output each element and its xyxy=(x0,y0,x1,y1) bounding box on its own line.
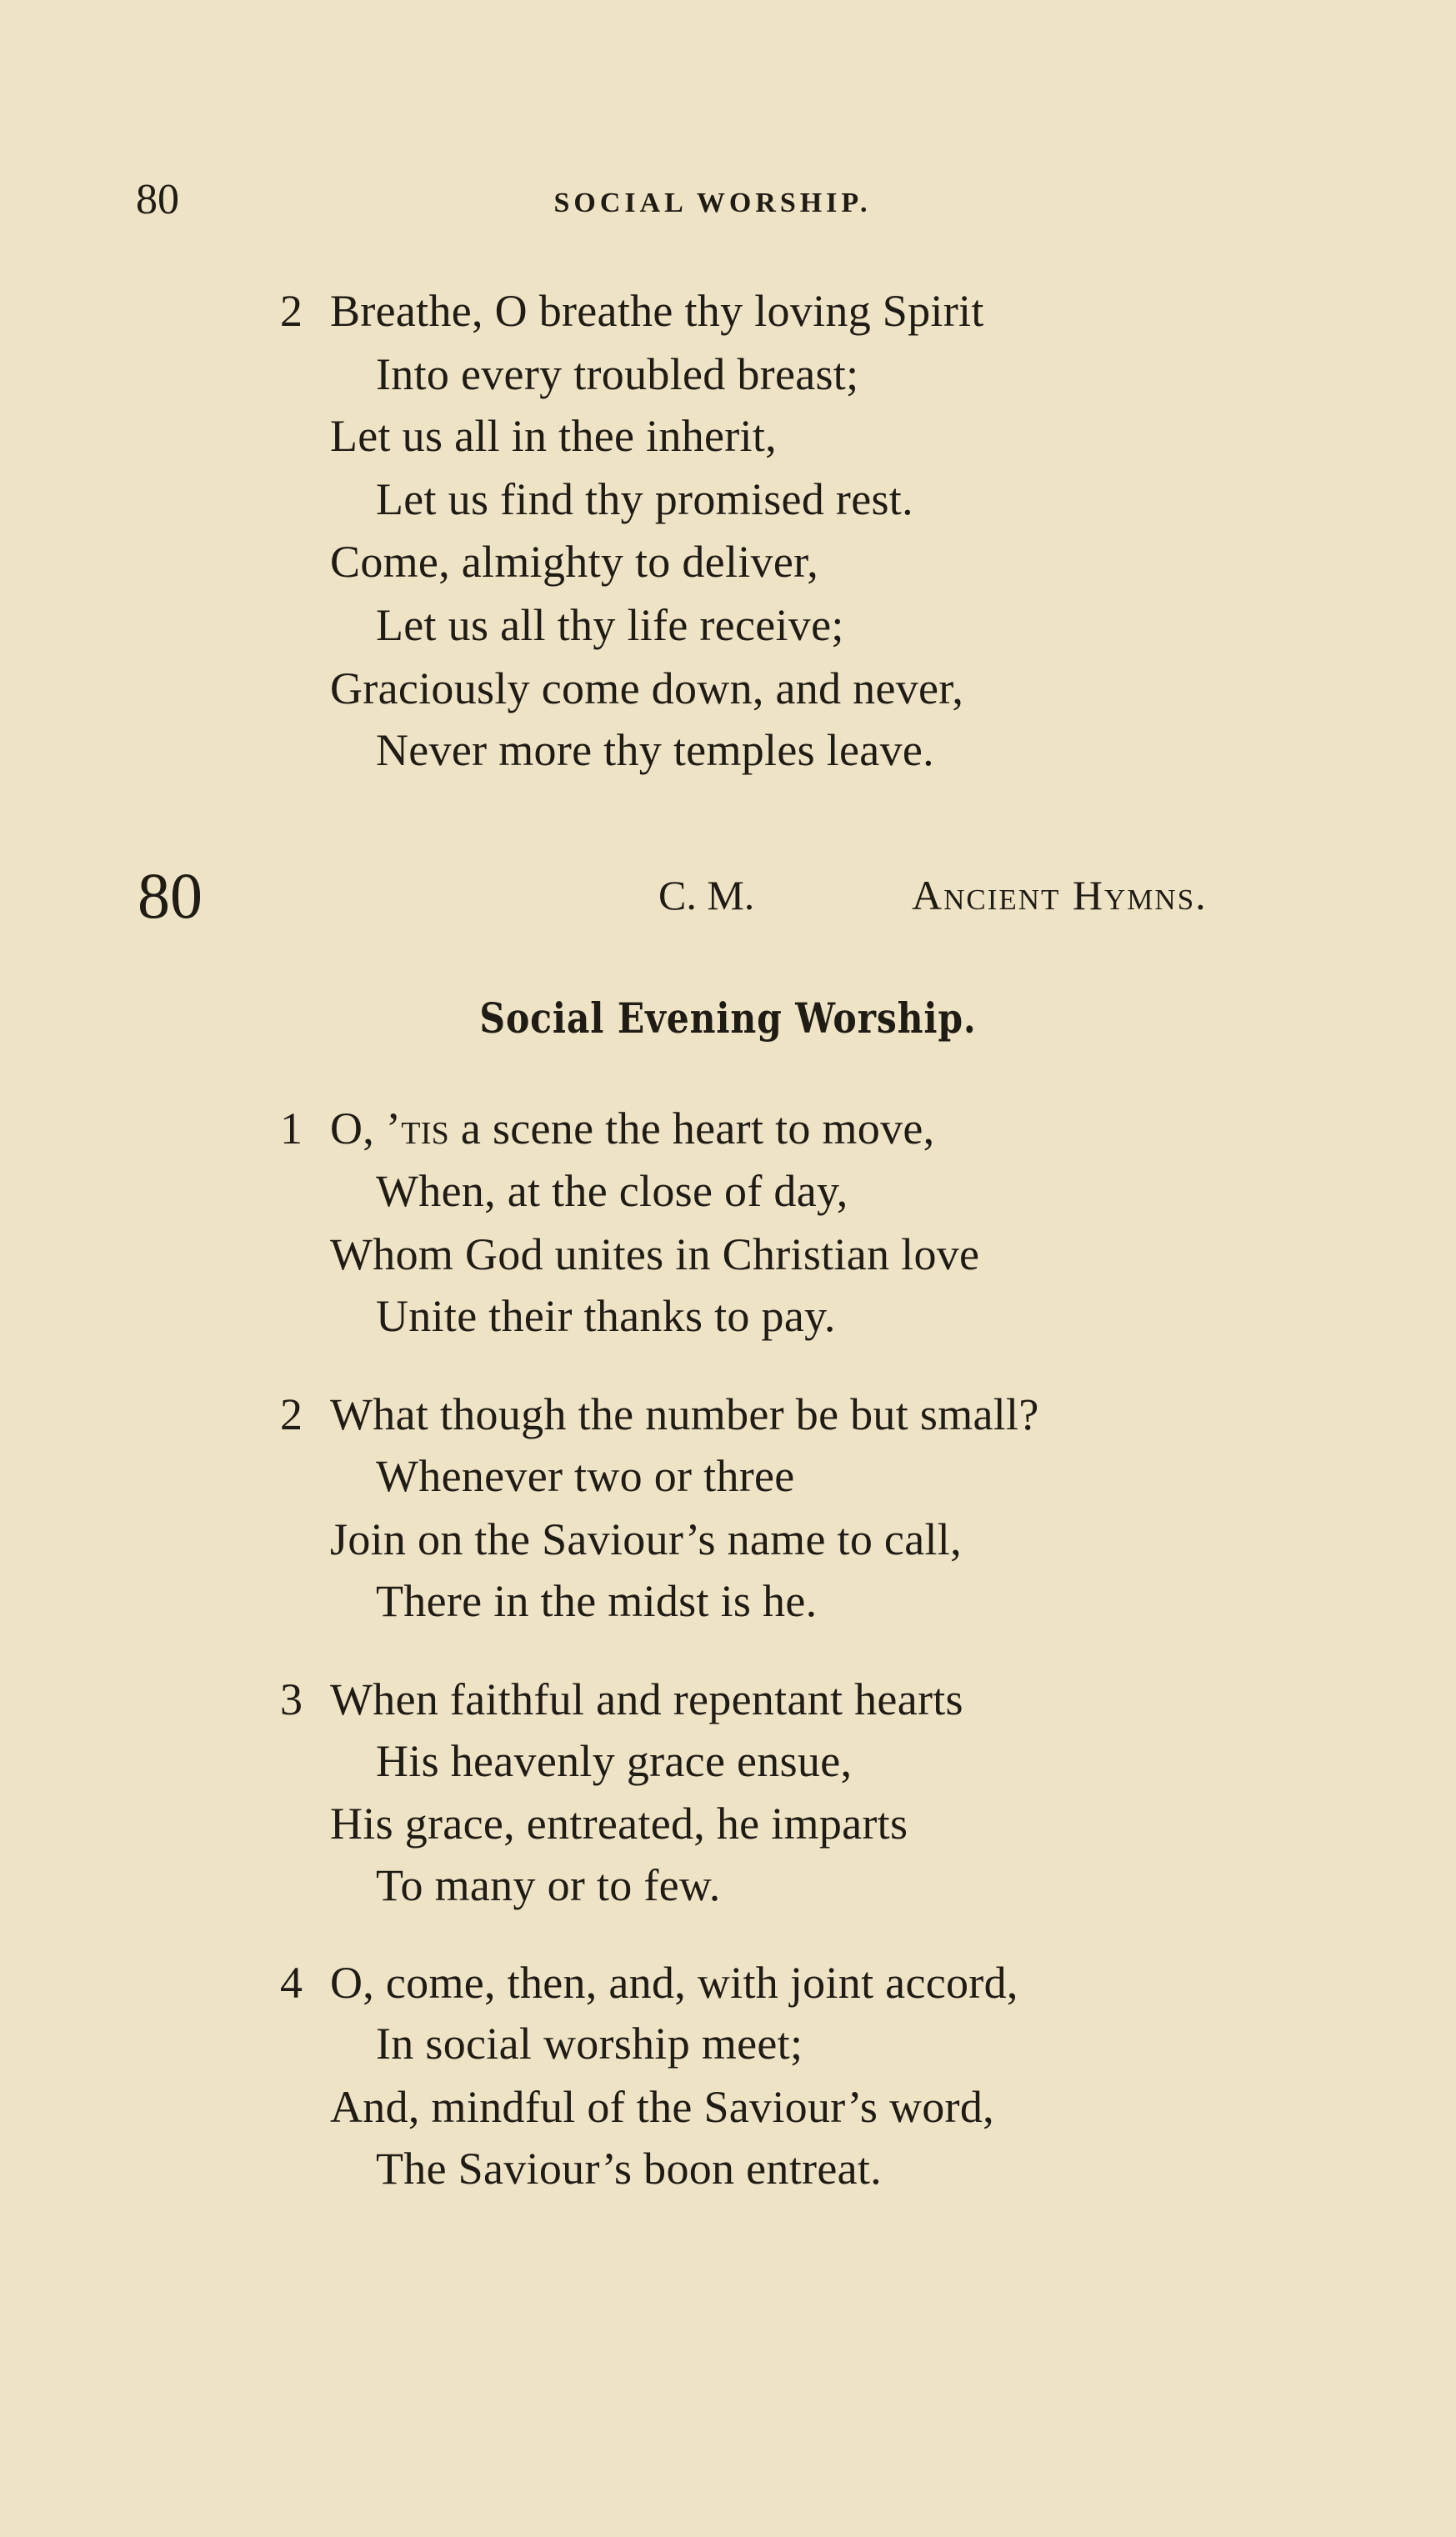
verse-line: Breathe, O breathe thy loving Spirit xyxy=(330,286,984,336)
hymn-title: Social Evening Worship. xyxy=(479,993,977,1043)
first-line-part: a scene the heart to move, xyxy=(449,1103,935,1153)
verse-line: There in the midst is he. xyxy=(376,1576,818,1626)
verse-line-first xyxy=(330,1103,934,1154)
verse-line: When faithful and repentant hearts xyxy=(330,1674,963,1724)
verse-line: O, come, then, and, with joint accord, xyxy=(330,1958,1018,2008)
verse-line: Let us all thy life receive; xyxy=(376,600,844,650)
hymn-number: 80 xyxy=(138,859,203,932)
verse-line: Whom God unites in Christian love xyxy=(330,1229,980,1279)
stanza-number: 4 xyxy=(280,1958,303,2008)
verse-line: Into every troubled breast; xyxy=(376,349,859,399)
verse-line: Graciously come down, and never, xyxy=(330,663,964,713)
stanza-number: 3 xyxy=(280,1674,303,1724)
verse-line: His heavenly grace ensue, xyxy=(376,1736,853,1786)
verse-line: Never more thy temples leave. xyxy=(376,725,934,775)
verse-line: Join on the Saviour’s name to call, xyxy=(330,1514,962,1564)
verse-line: Unite their thanks to pay. xyxy=(376,1291,836,1341)
verse-line: Come, almighty to deliver, xyxy=(330,537,819,587)
verse-line: When, at the close of day, xyxy=(376,1166,848,1216)
verse-line: What though the number be but small? xyxy=(330,1389,1039,1439)
stanza-number: 1 xyxy=(280,1103,303,1153)
verse-line: Whenever two or three xyxy=(376,1451,795,1501)
first-line-part: O, xyxy=(330,1103,386,1153)
page-number: 80 xyxy=(136,176,179,223)
verse-line: Let us find thy promised rest. xyxy=(376,474,913,524)
verse-line: His grace, entreated, he imparts xyxy=(330,1799,908,1849)
running-title: SOCIAL WORSHIP. xyxy=(553,188,872,218)
verse-line: The Saviour’s boon entreat. xyxy=(376,2144,882,2194)
stanza-number: 2 xyxy=(280,1389,303,1439)
hymn-meter: C. M. xyxy=(658,872,755,918)
stanza-number: 2 xyxy=(280,286,303,336)
verse-line: And, mindful of the Saviour’s word, xyxy=(330,2082,994,2132)
verse-line: Let us all in thee inherit, xyxy=(330,411,777,461)
verse-line: In social worship meet; xyxy=(376,2019,803,2069)
verse-line: To many or to few. xyxy=(376,1860,721,1910)
first-line-part: ’tis xyxy=(385,1103,450,1153)
section-title: Ancient Hymns. xyxy=(912,872,1208,918)
